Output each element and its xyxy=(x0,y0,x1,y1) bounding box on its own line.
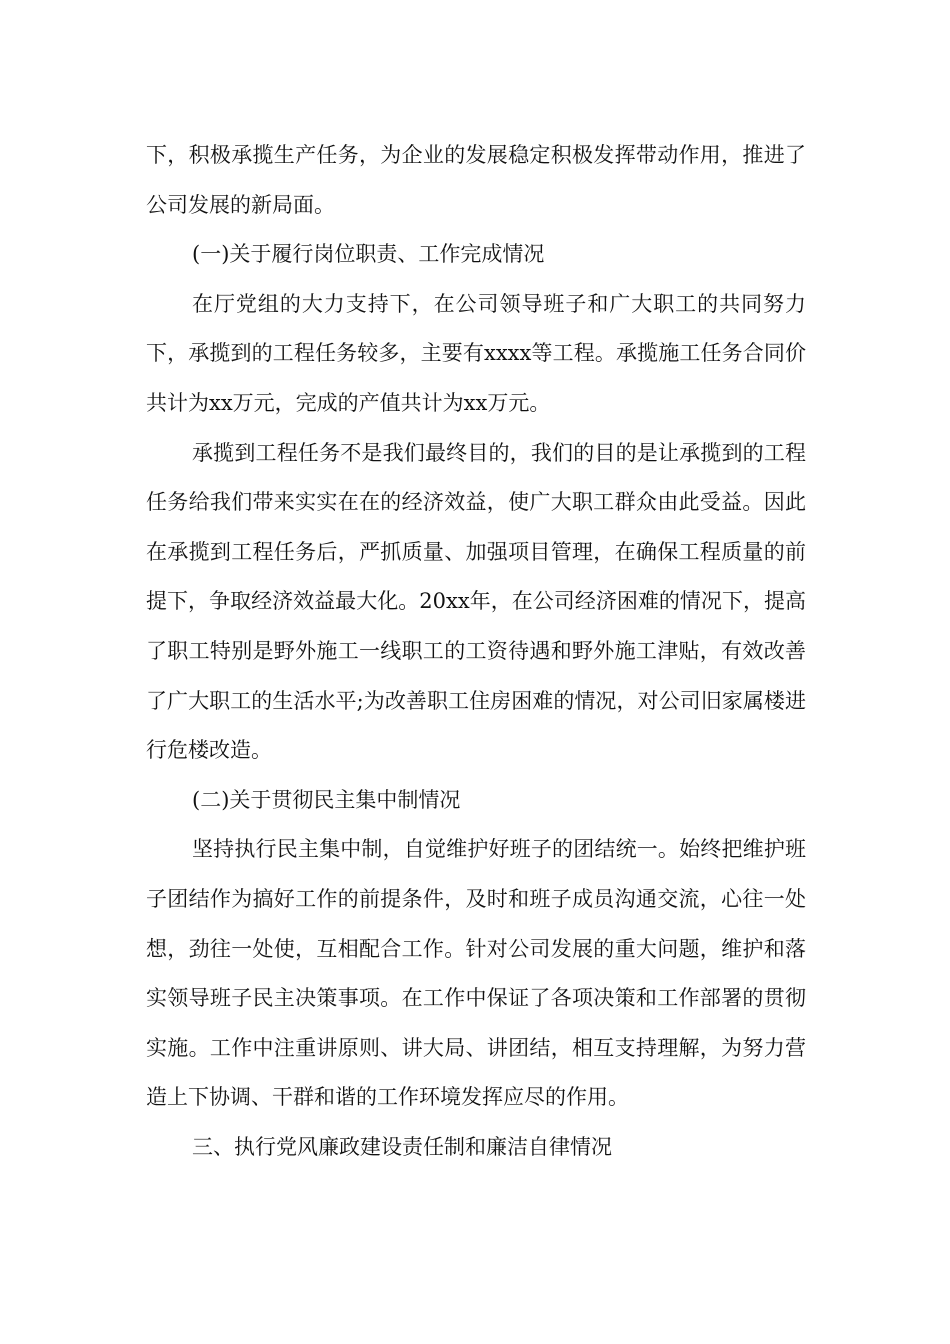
section-heading-duties: (一)关于履行岗位职责、工作完成情况 xyxy=(192,242,545,267)
document-body xyxy=(146,131,806,1172)
paragraph-continuation: 下，积极承揽生产任务，为企业的发展稳定积极发挥带动作用，推进了公司发展的新局面。 xyxy=(146,143,806,217)
paragraph-projects: 在厅党组的大力支持下，在公司领导班子和广大职工的共同努力下，承揽到的工程任务较多，主要有xxxx等工程。承揽施工任务合同价共计为xx万元，完成的产值共计为xx万元。 xyxy=(146,291,806,415)
section-heading-integrity: 三、执行党风廉政建设责任制和廉洁自律情况 xyxy=(192,1134,612,1159)
paragraph-benefits: 承揽到工程任务不是我们最终目的，我们的目的是让承揽到的工程任务给我们带来实实在在的经济效益，使广大职工群众由此受益。因此在承揽到工程任务后，严抓质量、加强项目管理，在确保工程质量的前提下，争取经济效益最大化。20xx年，在公司经济困难的情况下，提高了职工特别是野外施工一线职工的工资待遇和野外施工津贴，有效改善了广大职工的生活水平;为改善职工住房困难的情况，对公司旧家属楼进行危楼改造。 xyxy=(146,440,806,763)
paragraph-team-unity: 坚持执行民主集中制，自觉维护好班子的团结统一。始终把维护班子团结作为搞好工作的前提条件，及时和班子成员沟通交流，心往一处想，劲往一处使，互相配合工作。针对公司发展的重大问题，维护和落实领导班子民主决策事项。在工作中保证了各项决策和工作部署的贯彻实施。工作中注重讲原则、讲大局、讲团结，相互支持理解，为努力营造上下协调、干群和谐的工作环境发挥应尽的作用。 xyxy=(146,837,806,1110)
section-heading-democratic-centralism: (二)关于贯彻民主集中制情况 xyxy=(192,787,461,812)
